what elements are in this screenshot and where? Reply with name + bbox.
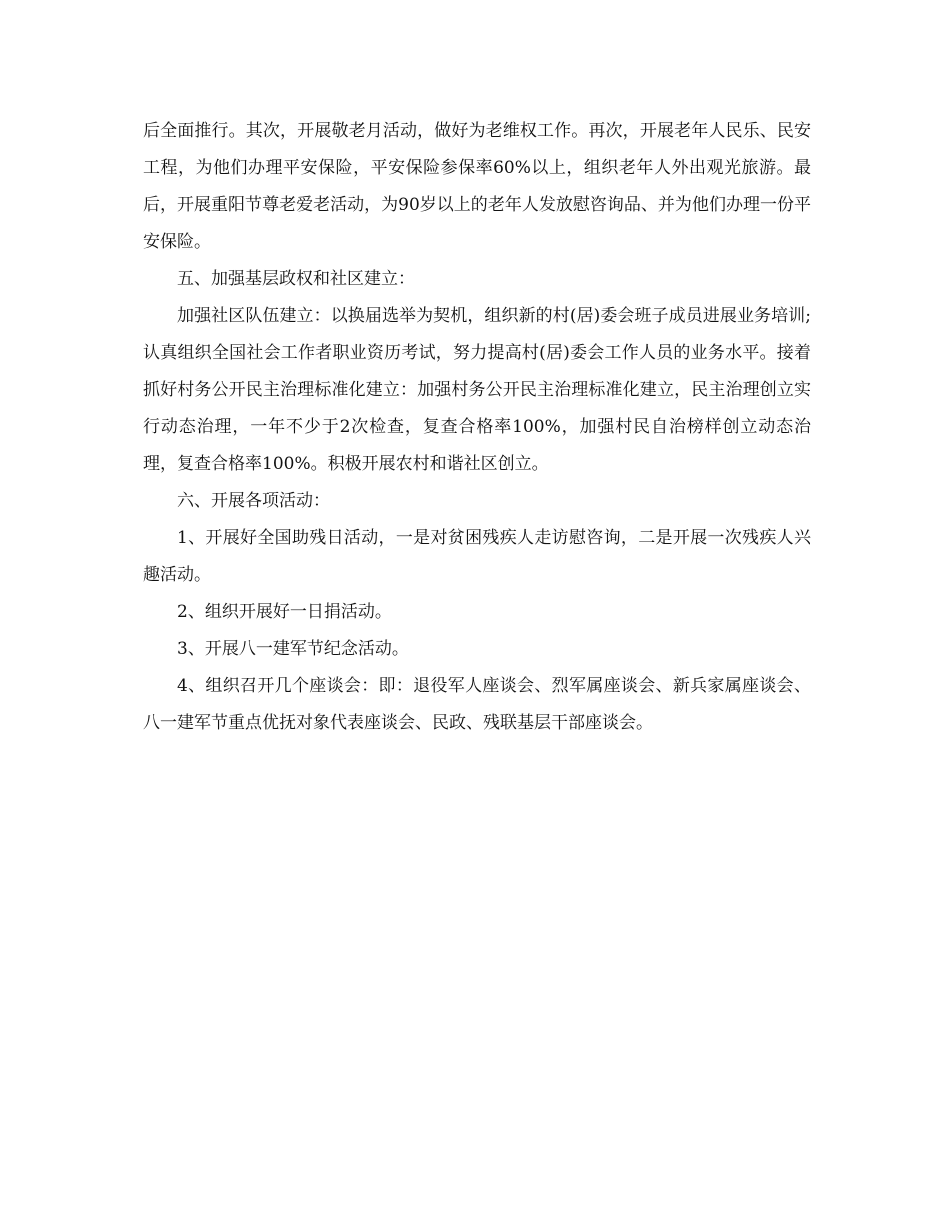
- paragraph-continuation: 后全面推行。其次，开展敬老月活动，做好为老维权工作。再次，开展老年人民乐、民安工程，为他们办理平安保险，平安保险参保率60%以上，组织老年人外出观光旅游。最后，开展重阳节尊老爱老活动，为90岁以上的老年人发放慰咨询品、并为他们办理一份平安保险。: [143, 121, 811, 252]
- list-item-4: 4、组织召开几个座谈会：即：退役军人座谈会、烈军属座谈会、新兵家属座谈会、八一建军节重点优抚对象代表座谈会、民政、残联基层干部座谈会。: [143, 676, 811, 733]
- list-item-1: 1、开展好全国助残日活动，一是对贫困残疾人走访慰咨询，二是开展一次残疾人兴趣活动。: [143, 528, 811, 585]
- list-item-3: 3、开展八一建军节纪念活动。: [177, 639, 409, 659]
- section-heading-five: 五、加强基层政权和社区建立：: [177, 269, 415, 289]
- document-body: [143, 113, 811, 742]
- section-heading-six: 六、开展各项活动：: [177, 491, 330, 511]
- list-item-2: 2、组织开展好一日捐活动。: [177, 602, 392, 622]
- paragraph-community-building: 加强社区队伍建立：以换届选举为契机，组织新的村(居)委会班子成员进展业务培训;认真组织全国社会工作者职业资历考试，努力提高村(居)委会工作人员的业务水平。接着抓好村务公开民主治理标准化建立：加强村务公开民主治理标准化建立，民主治理创立实行动态治理，一年不少于2次检查，复查合格率100%，加强村民自治榜样创立动态治理，复查合格率100%。积极开展农村和谐社区创立。: [143, 306, 811, 474]
